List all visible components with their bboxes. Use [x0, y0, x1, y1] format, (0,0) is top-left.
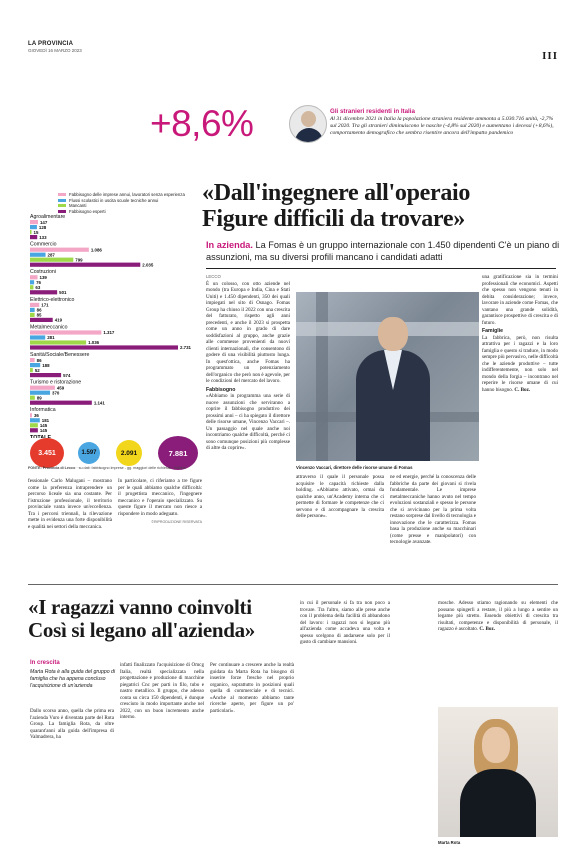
- bar-value-label: 85: [36, 312, 42, 318]
- bar-value-label: 2.731: [180, 345, 191, 351]
- bar-value-label: 139: [39, 275, 47, 280]
- category-label: Agroalimentare: [30, 214, 66, 220]
- bar-value-label: 2.035: [142, 262, 154, 268]
- bar-value-label: 1.141: [93, 400, 105, 406]
- category-label: Metalmeccanico: [30, 324, 68, 331]
- bar-value-label: 1.086: [90, 247, 102, 253]
- article1-column-6: una gratificazione sia in termini professionali che economici. Aspetti che spesso non vengono tenuti in debita considerazione; invece, lavorare in aziende come Fomas, che vantano una grande solidità, garantisce prospettive di crescita e di futuro. Famiglie La fabbrica, però, non risulta attrattiva per i ragazzi e la loro famiglia e questo si traduce, in modo sempre più pervasivo, nelle difficoltà che le aziende produttive – tutte indifferentemente, non solo nel mondo della forgia – incontrano nel reperire le risorse umane di cui hanno bisogno. C. Boz.: [482, 274, 558, 393]
- bar-value-label: 501: [59, 290, 67, 295]
- bar: [30, 413, 32, 417]
- article1-kicker: In azienda.: [206, 240, 253, 250]
- marta-rota-photo: [438, 707, 558, 837]
- category-label: Informatica: [30, 407, 56, 414]
- bar: [30, 391, 50, 395]
- newspaper-name: LA PROVINCIA: [28, 41, 74, 47]
- bar-value-label: 419: [54, 317, 63, 323]
- person-portrait-icon: [289, 105, 327, 143]
- bar: [30, 418, 40, 422]
- legend-swatch: [58, 193, 66, 196]
- article2-section-label: In crescita: [30, 660, 60, 666]
- bar: [30, 263, 140, 267]
- category-label: Turismo e ristorazione: [30, 379, 82, 386]
- bar-value-label: 52: [34, 367, 40, 373]
- article2-column-2: infatti finalizzato l'acquisizione di Omcg Italia, realtà specializzata nella progettazione e produzione di macchine piegatrici Cnc per parti in filo, tubo e nastro metallico. Il gruppo, che adesso conta su circa 150 dipendenti, è dunque cresciuto in modo importante anche nel 2022, con un buon incremento anche interno.: [120, 662, 204, 720]
- category-label: Sanità/Sociale/Benessere: [30, 352, 90, 358]
- category-label: Elettrico-elettronico: [30, 296, 75, 303]
- totals-row: [30, 438, 205, 468]
- photo-caption-2: Marta Rota: [438, 840, 461, 845]
- bar-value-label: 86: [36, 307, 42, 313]
- article2-column-1: Dallo scorso anno, quella che prima era l'azienda Vuro è diventata parte del Rota Group. La famiglia Rota, da oltre quarant'anni alla guida dell'impresa di Valmadrera, ha: [30, 708, 114, 740]
- bar: [30, 285, 33, 289]
- bar-value-label: 799: [75, 257, 83, 263]
- bar-value-label: 459: [56, 385, 65, 391]
- bar-value-label: 89: [36, 395, 42, 401]
- bar: [30, 303, 39, 307]
- divider: [206, 268, 556, 269]
- total-bubble: 3.451: [30, 438, 64, 468]
- bar-value-label: 36: [33, 413, 39, 418]
- article1-column-1: LECCO È un colosso, con otto aziende nel mondo (tra Europa e India, Cina e Stati Uniti) e 1.450 dipendenti, 350 dei quali impiegati nel sito di Osnago. Fomas Group ha chiuso il 2022 con una crescita del fatturato, rispetto agli anni precedenti, e anche il 2023 si prospetta come un anno in grado di dare soddisfazioni al gruppo, anche grazie alle commesse provenienti da nuovi clienti internazionali, che consentono di godere di una visibilità piuttosto lunga. In quest'ottica, anche Fomas ha programmato un potenziamento dell'organico che però non è agevole, per le condizioni del mercato del lavoro. Fabbisogno «Abbiamo in programma una serie di nuove assunzioni che serviranno a coprire il fabbisogno produttivo dei prossimi anni – ci ha spiegato il direttore delle risorse umane, Vincenzo Vaccari –. Un passaggio nel quale anche noi incontriamo qualche difficoltà, perché ci sono comunque posizioni più complesse di altre da coprire».: [206, 274, 290, 451]
- article2-column-4: in cui il personale si fa tra non poco a trovare. Tra l'altro, siamo alle prese anche con il problema della facilità di abbandono del lavoro: i ragazzi non si legano più all'azienda come accadeva una volta e spesso scelgono di andarsene solo per il gusto di cambiare mansioni.: [300, 600, 390, 645]
- issue-date: GIOVEDÌ 16 MARZO 2023: [28, 48, 82, 53]
- bar-value-label: 76: [36, 280, 42, 285]
- totals-label: TOTALE: [30, 434, 52, 438]
- bar: [30, 363, 40, 367]
- stat-heading: Gli stranieri residenti in Italia: [330, 108, 415, 115]
- bar-value-label: 171: [41, 302, 49, 308]
- bar: [30, 290, 57, 294]
- bar: [30, 258, 73, 262]
- bar: [30, 401, 92, 405]
- workforce-bar-chart: [28, 213, 203, 438]
- legend-swatch: [58, 204, 66, 207]
- bar: [30, 340, 86, 344]
- bar: [30, 330, 101, 334]
- bar: [30, 358, 35, 362]
- article1-headline: «Dall'ingegnere all'operaio Figure difficili da trovare»: [202, 180, 471, 232]
- vaccari-photo: [296, 292, 479, 461]
- bar-value-label: 1.036: [88, 340, 100, 346]
- bar-value-label: 86: [36, 357, 42, 363]
- bar: [30, 308, 35, 312]
- bar: [30, 373, 61, 377]
- bar-value-label: 181: [41, 418, 50, 423]
- article1-column-4: attraverso il quale il personale possa acquisire le capacità richieste dalla holding. «Abbiamo attivato, ormai da qualche anno, un'Academy interna che ci permette di formare le competenze che ci servono e di accompagnare la crescita delle persone».: [296, 474, 384, 519]
- article2-column-5: mosche. Adesso stiamo ragionando su elementi che possano spingerli a restare, il più a lungo a sentire un legame più stretto. Essendo obiettivi di crescita tra risultati, competenze e disponibilità di personale, il ragazzo è ascoltato. C. Boz.: [438, 600, 558, 632]
- bar-value-label: 63: [35, 285, 41, 290]
- bar: [30, 275, 38, 279]
- bar: [30, 423, 38, 427]
- category-label: Costruzioni: [30, 269, 56, 276]
- page-number: III: [542, 50, 558, 62]
- bar-value-label: 281: [47, 335, 55, 341]
- bar-value-label: 1.317: [103, 330, 115, 336]
- masthead: [28, 41, 82, 54]
- bar: [30, 230, 32, 234]
- bar-value-label: 15: [33, 229, 39, 235]
- bar-value-label: 147: [39, 219, 48, 225]
- bar-value-label: 188: [42, 362, 50, 368]
- article2-lead: Marta Rota è alla guida del gruppo di famiglia che ha appena concluso l'acquisizione di un'azienda: [30, 669, 116, 689]
- article2-headline: «I ragazzi vanno coinvolti Così si legano all'azienda»: [28, 595, 256, 642]
- article2-column-3: Per continuare a crescere anche la realtà guidata da Marta Rota ha bisogno di inserire forze fresche nel proprio organico, soprattutto in posizioni quali quella di commerciale e di tecnici. «Anche al momento abbiamo tante ricerche aperte, per figure un po' particolari».: [210, 662, 294, 714]
- bar: [30, 225, 37, 229]
- article1-column-5: ne ed energie, perché la conoscenza delle fabbriche da parte dei giovani si rivela fondamentale. Le imprese metalmeccaniche hanno avuto nel tempo evoluzioni sostanziali e spesso le persone che si avvicinano per la prima volta restano sorprese dal livello di tecnologia e innovazione che le caratterizza. Fomas basa la produzione anche su macchinari (come presse e manipolatori) con tecnologie avanzate.: [390, 474, 476, 545]
- bar-value-label: 145: [39, 423, 48, 428]
- article1-column-3: In particolare, ci riferiamo a tre figure per le quali abbiamo qualche difficoltà: il progettista meccanico, l'ingegnere meccanico e l'operaio specializzato. Su queste figure il mercato non riesce a rispondere in modo adeguato. ©RIPRODUZIONE RISERVATA: [118, 478, 202, 524]
- bar: [30, 253, 46, 257]
- total-bubble: 7.881: [158, 436, 198, 470]
- legend-item: Flussi scolastici in uscita scuole tecniche annui: [58, 198, 228, 204]
- legend-item: Mancanti: [58, 203, 228, 209]
- bar-value-label: 133: [39, 234, 47, 240]
- total-bubble: 1.597: [78, 442, 100, 464]
- headline-statistic: +8,6%: [150, 103, 254, 144]
- bar: [30, 248, 89, 252]
- bar: [30, 280, 34, 284]
- stat-text: Al 31 dicembre 2021 in Italia la popolazione straniera residente ammonta a 5.030.716 unità, -2,7% sul 2020. Tra gli stranieri diminuiscono le nascite (-4,8% sul 2020) e aumentano i decessi (+8,6%), comportamento demografico che sembra risentire ancora dell'impatto pandemico: [330, 116, 554, 136]
- legend-item: Fabbisogno delle imprese annui, lavoratori senza esperienza: [58, 192, 228, 198]
- bar: [30, 345, 178, 349]
- section-divider: [28, 584, 558, 585]
- total-bubble: 2.091: [116, 440, 142, 466]
- bar: [30, 235, 37, 239]
- bar: [30, 428, 38, 432]
- bar: [30, 220, 38, 224]
- article1-column-2: fessionale Carlo Malugani – mostrano come la preferenza intraprendere un percorso liceale sia una costante. Per l'istruzione professionale, il territorio provinciale vanta invece un'eccellenza. Tra i percorsi triennali, la rilevazione mette in evidenza una forte disponibilità e qualità nei settori della meccanica.: [28, 478, 112, 530]
- bar: [30, 368, 33, 372]
- bar: [30, 396, 35, 400]
- category-label: Commercio: [30, 241, 57, 248]
- bar-value-label: 145: [39, 428, 48, 433]
- bar: [30, 313, 35, 317]
- legend-swatch: [58, 199, 66, 202]
- bar: [30, 335, 45, 339]
- chart-source: FONTE: Provincia di Lecco · su dati: fabbisogno imprese - gg. maggiori delle richieste · Withub: [28, 466, 186, 470]
- legend-item: Fabbisogno esperti: [58, 209, 228, 215]
- photo-caption: Vincenzo Vaccari, direttore delle risorse umane di Fomas: [296, 465, 413, 470]
- bar-value-label: 287: [47, 252, 55, 258]
- bar-value-label: 370: [52, 390, 60, 396]
- bar: [30, 318, 53, 322]
- bar-value-label: 574: [63, 372, 71, 378]
- bar-value-label: 128: [38, 224, 47, 230]
- stat-box: [330, 108, 555, 137]
- article1-subhead: In azienda. La Fomas è un gruppo internazionale con 1.450 dipendenti C'è un piano di assunzioni, ma su diversi profili mancano i candidati adatti: [206, 240, 560, 262]
- bar: [30, 386, 55, 390]
